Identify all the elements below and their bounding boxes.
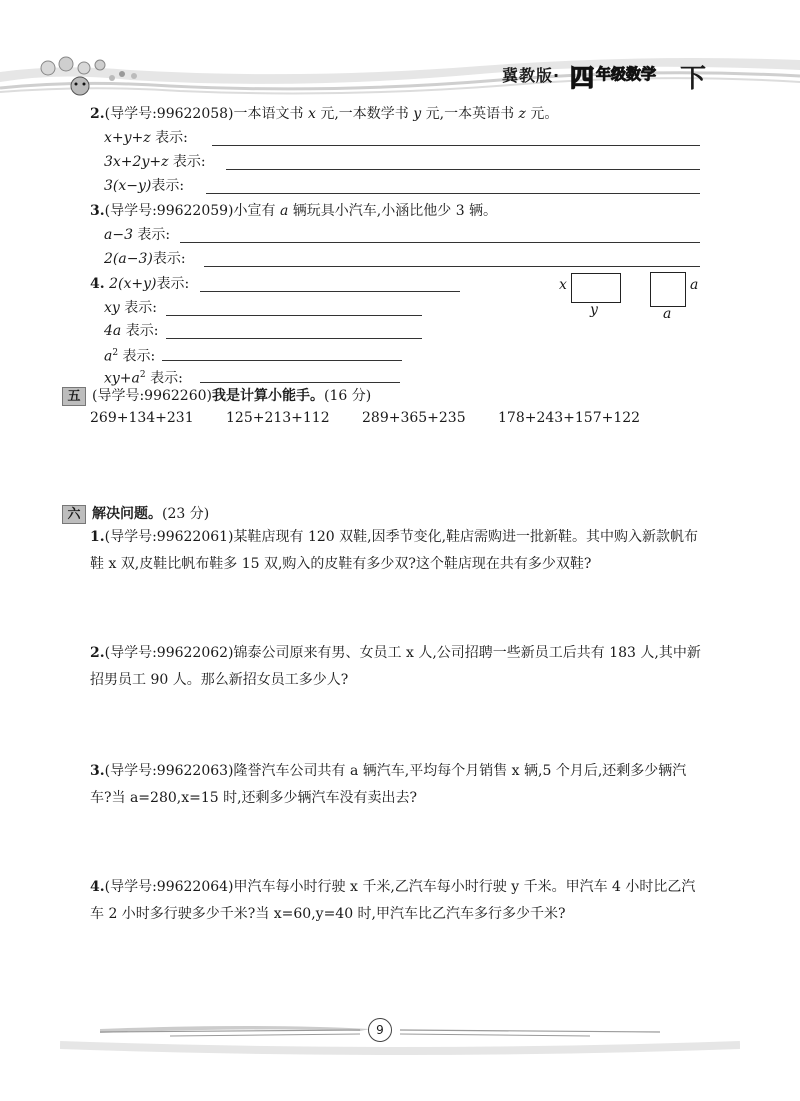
expression-label: 表示: bbox=[119, 300, 157, 316]
question-number: 2. bbox=[90, 645, 105, 661]
header-volume: 下 bbox=[680, 64, 707, 94]
expression: a−3 bbox=[104, 227, 133, 243]
answer-line[interactable] bbox=[166, 315, 422, 316]
expression-label: 表示: bbox=[121, 323, 159, 339]
exponent: 2 bbox=[112, 348, 119, 358]
expression: xy+a bbox=[104, 370, 140, 387]
stem-text: (导学号:99622059)小宣有 bbox=[104, 203, 280, 219]
section-heading: 我是计算小能手。 bbox=[212, 388, 324, 404]
question-number: 3. bbox=[90, 763, 105, 779]
expression-label: 表示: bbox=[118, 348, 156, 365]
answer-line[interactable] bbox=[226, 169, 700, 170]
var-a: a bbox=[279, 203, 289, 219]
section-6-title bbox=[92, 504, 209, 524]
question-4-2-stem bbox=[90, 104, 558, 124]
answer-row bbox=[104, 321, 158, 341]
section-score: (23 分) bbox=[162, 506, 210, 522]
section-heading: 解决问题。 bbox=[92, 506, 162, 522]
rect-width-label: x bbox=[559, 277, 567, 293]
stem-text: (导学号:99622058)一本语文书 bbox=[104, 106, 308, 122]
answer-line[interactable] bbox=[206, 193, 700, 194]
expression: x+y+z bbox=[104, 130, 151, 146]
answer-line[interactable] bbox=[200, 382, 400, 383]
calc-problem: 289+365+235 bbox=[362, 410, 466, 426]
question-text: (导学号:99622064)甲汽车每小时行驶 x 千米,乙汽车每小时行驶 y 千米。甲汽车 4 小时比乙汽车 2 小时多行驶多少千米?当 x=60,y=40 时,甲汽车比乙汽车多行多少千米? bbox=[90, 879, 696, 922]
expression-label: 表示: bbox=[132, 227, 171, 243]
rect-length-label: y bbox=[590, 302, 598, 318]
answer-row bbox=[104, 343, 155, 367]
expression: 2(x+y) bbox=[109, 276, 157, 292]
answer-line[interactable] bbox=[180, 242, 700, 243]
answer-row bbox=[104, 128, 188, 148]
answer-row bbox=[104, 249, 186, 269]
calc-problem: 269+134+231 bbox=[90, 410, 194, 426]
expression: 3x+2y+z bbox=[104, 154, 169, 170]
expression-label: 表示: bbox=[152, 251, 186, 267]
var-y: y bbox=[413, 106, 422, 122]
section-badge: 五 bbox=[62, 387, 86, 406]
problem-6-4 bbox=[90, 874, 705, 928]
square-side-label: a bbox=[663, 306, 672, 322]
var-z: z bbox=[518, 106, 526, 122]
page-number: 9 bbox=[368, 1018, 392, 1042]
question-text: (导学号:99622062)锦泰公司原来有男、女员工 x 人,公司招聘一些新员工后共有 183 人,其中新招男员工 90 人。那么新招女员工多少人? bbox=[90, 645, 701, 688]
square-figure bbox=[650, 272, 686, 307]
mascot-logo bbox=[38, 54, 148, 98]
square-side-label: a bbox=[690, 277, 699, 293]
expression: 2(a−3) bbox=[104, 251, 153, 267]
answer-row bbox=[104, 225, 170, 245]
stem-text: 元,一本英语书 bbox=[421, 106, 519, 122]
stem-text: 元。 bbox=[525, 106, 559, 122]
exponent: 2 bbox=[139, 370, 146, 380]
footer-decoration bbox=[60, 1005, 740, 1055]
problem-6-3 bbox=[90, 758, 705, 812]
var-x: x bbox=[307, 106, 316, 122]
calc-problem: 178+243+157+122 bbox=[498, 410, 641, 426]
answer-row bbox=[104, 152, 206, 172]
question-number: 3. bbox=[90, 203, 105, 219]
section-score: (16 分) bbox=[324, 388, 372, 404]
question-number: 4. bbox=[90, 276, 105, 292]
expression-label: 表示: bbox=[168, 154, 206, 170]
question-4-4-row1 bbox=[90, 274, 189, 294]
answer-line[interactable] bbox=[204, 266, 700, 267]
expression: 3(x−y) bbox=[104, 178, 152, 194]
stem-text: 元,一本数学书 bbox=[315, 106, 414, 122]
expression-label: 表示: bbox=[156, 276, 190, 292]
question-number: 1. bbox=[90, 529, 105, 545]
problem-6-2 bbox=[90, 640, 705, 694]
calc-problem: 125+213+112 bbox=[226, 410, 330, 426]
expression-label: 表示: bbox=[151, 178, 185, 194]
question-4-3-stem bbox=[90, 201, 497, 221]
answer-row bbox=[104, 176, 184, 196]
expression: a bbox=[104, 348, 113, 365]
expression-label: 表示: bbox=[150, 130, 188, 146]
question-text: (导学号:99622061)某鞋店现有 120 双鞋,因季节变化,鞋店需购进一批新鞋。其中购入新款帆布鞋 x 双,皮鞋比帆布鞋多 15 双,购入的皮鞋有多少双?这个鞋店现在共有多少双鞋? bbox=[90, 529, 699, 572]
expression: xy bbox=[104, 300, 120, 316]
question-number: 2. bbox=[90, 106, 105, 122]
expression-label: 表示: bbox=[145, 370, 183, 387]
answer-line[interactable] bbox=[162, 360, 402, 361]
answer-line[interactable] bbox=[166, 338, 422, 339]
header-grade: 四 bbox=[570, 64, 594, 92]
stem-text: 辆玩具小汽车,小涵比他少 3 辆。 bbox=[288, 203, 498, 219]
question-text: (导学号:99622063)隆誉汽车公司共有 a 辆汽车,平均每个月销售 x 辆,5 个月后,还剩多少辆汽车?当 a=280,x=15 时,还剩多少辆汽车没有卖出去? bbox=[90, 763, 687, 806]
section-ref: (导学号:9962260) bbox=[92, 388, 212, 404]
section-5-title bbox=[92, 386, 371, 406]
answer-line[interactable] bbox=[200, 291, 460, 292]
section-badge: 六 bbox=[62, 505, 86, 524]
expression: 4a bbox=[104, 323, 122, 339]
problem-6-1 bbox=[90, 524, 705, 578]
question-number: 4. bbox=[90, 879, 105, 895]
answer-row bbox=[104, 298, 157, 318]
answer-line[interactable] bbox=[212, 145, 700, 146]
header-publisher: 冀教版· bbox=[502, 66, 561, 85]
rectangle-figure bbox=[571, 273, 621, 303]
header-subject: 年级数学 bbox=[596, 65, 657, 83]
